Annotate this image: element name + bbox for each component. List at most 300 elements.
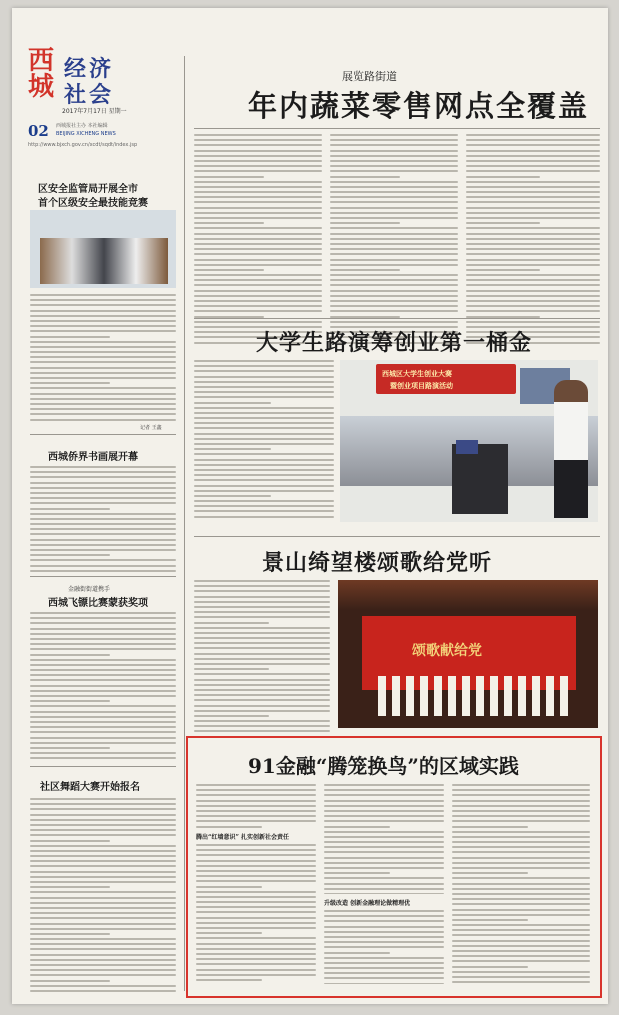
text-line <box>324 883 444 885</box>
finance-body-col1b <box>196 844 316 984</box>
text-line <box>30 679 176 681</box>
top-rule <box>194 128 600 129</box>
flying-kicker: 金融街街道携手 <box>68 586 111 593</box>
startup-podium <box>452 444 508 514</box>
text-line <box>452 940 590 942</box>
text-line <box>330 155 458 157</box>
text-line <box>194 279 322 281</box>
text-line <box>30 487 176 489</box>
text-line <box>194 653 330 655</box>
text-line <box>30 742 176 744</box>
text-line <box>452 851 590 853</box>
text-line <box>324 888 444 890</box>
text-line <box>452 877 590 879</box>
text-line <box>466 259 600 261</box>
text-line <box>194 181 322 183</box>
text-line <box>194 663 330 665</box>
text-line <box>30 855 176 857</box>
text-line <box>196 854 316 856</box>
text-line <box>324 977 444 979</box>
text-line <box>452 888 590 890</box>
text-line <box>196 963 316 965</box>
dance-headline: 社区舞蹈大赛开始报名 <box>40 782 140 793</box>
text-line <box>330 160 458 162</box>
text-line <box>452 966 528 968</box>
text-line <box>30 752 176 754</box>
text-line <box>30 387 176 389</box>
finance-body-col2 <box>324 784 444 894</box>
text-line <box>196 826 262 828</box>
text-line <box>324 962 444 964</box>
text-line <box>30 638 176 640</box>
text-line <box>324 877 444 879</box>
text-line <box>452 831 590 833</box>
text-line <box>194 699 330 701</box>
text-line <box>30 721 176 723</box>
text-line <box>194 730 330 732</box>
text-line <box>196 784 316 786</box>
text-line <box>324 872 390 874</box>
flying-headline: 西城飞镖比赛蒙获奖项 <box>48 598 148 609</box>
text-line <box>194 160 322 162</box>
text-line <box>30 726 176 728</box>
jingshan-photo <box>338 580 598 728</box>
text-line <box>194 139 322 141</box>
text-line <box>466 227 600 229</box>
text-line <box>466 160 600 162</box>
text-line <box>330 253 458 255</box>
text-line <box>30 356 176 358</box>
text-line <box>30 824 176 826</box>
text-line <box>194 217 322 219</box>
text-line <box>30 757 176 759</box>
text-line <box>30 398 176 400</box>
veg-body <box>194 134 322 344</box>
text-line <box>30 476 176 478</box>
text-line <box>194 689 330 691</box>
text-line <box>194 295 322 297</box>
text-line <box>194 658 330 660</box>
safety-byline: 记者 王鑫 <box>140 425 162 431</box>
text-line <box>452 981 590 983</box>
text-line <box>466 181 600 183</box>
text-line <box>194 469 334 471</box>
text-line <box>194 500 334 502</box>
text-line <box>30 320 176 322</box>
finance-headline: 91金融“腾笼换鸟”的区域实践 <box>248 754 519 778</box>
text-line <box>330 222 400 224</box>
text-line <box>30 695 176 697</box>
text-line <box>194 505 334 507</box>
text-line <box>30 803 176 805</box>
masthead <box>28 48 198 158</box>
text-line <box>30 798 176 800</box>
text-line <box>196 820 316 822</box>
text-line <box>194 243 322 245</box>
text-line <box>324 857 444 859</box>
rule-startup-top <box>194 318 600 319</box>
text-line <box>194 305 322 307</box>
text-line <box>196 875 316 877</box>
text-line <box>466 170 600 172</box>
text-line <box>194 647 330 649</box>
safety-body <box>30 294 176 424</box>
text-line <box>30 654 110 656</box>
text-line <box>194 443 334 445</box>
text-line <box>466 295 600 297</box>
text-line <box>324 920 444 922</box>
text-line <box>466 300 600 302</box>
text-line <box>466 243 600 245</box>
text-line <box>30 341 176 343</box>
text-line <box>196 953 316 955</box>
text-line <box>30 980 110 982</box>
text-line <box>194 433 334 435</box>
text-line <box>452 805 590 807</box>
text-line <box>30 891 176 893</box>
text-line <box>330 139 458 141</box>
text-line <box>196 974 316 976</box>
text-line <box>194 365 334 367</box>
text-line <box>30 902 176 904</box>
text-line <box>194 632 330 634</box>
text-line <box>194 459 334 461</box>
text-line <box>330 186 458 188</box>
text-line <box>194 715 269 717</box>
text-line <box>330 144 458 146</box>
text-line <box>194 580 330 582</box>
text-line <box>196 922 316 924</box>
text-line <box>466 310 600 312</box>
text-line <box>30 336 110 338</box>
text-line <box>194 227 322 229</box>
text-line <box>194 474 334 476</box>
text-line <box>324 810 444 812</box>
text-line <box>194 176 264 178</box>
text-line <box>30 886 110 888</box>
text-line <box>324 936 444 938</box>
text-line <box>30 351 176 353</box>
text-line <box>196 865 316 867</box>
text-line <box>30 403 176 405</box>
text-line <box>452 903 590 905</box>
text-line <box>324 893 444 894</box>
text-line <box>452 914 590 916</box>
text-line <box>30 674 176 676</box>
text-line <box>324 983 444 984</box>
text-line <box>330 217 458 219</box>
text-line <box>194 264 322 266</box>
text-line <box>466 207 600 209</box>
text-line <box>330 165 458 167</box>
text-line <box>30 559 176 561</box>
text-line <box>194 391 334 393</box>
text-line <box>30 969 176 971</box>
text-line <box>30 346 176 348</box>
text-line <box>324 910 444 912</box>
text-line <box>194 144 322 146</box>
text-line <box>194 381 334 383</box>
text-line <box>330 170 458 172</box>
text-line <box>466 222 540 224</box>
text-line <box>452 898 590 900</box>
text-line <box>194 725 330 727</box>
text-line <box>196 932 262 934</box>
text-line <box>30 565 176 567</box>
text-line <box>466 217 600 219</box>
text-line <box>194 464 334 466</box>
text-line <box>452 909 590 911</box>
text-line <box>194 448 271 450</box>
text-line <box>30 419 176 421</box>
jingshan-stage-text: 颂歌献给党 <box>412 643 482 659</box>
text-line <box>30 907 176 909</box>
text-line <box>194 516 334 518</box>
text-line <box>30 330 176 332</box>
text-line <box>196 969 316 971</box>
text-line <box>330 191 458 193</box>
text-line <box>194 606 330 608</box>
rule-left-1 <box>30 434 176 435</box>
text-line <box>194 165 322 167</box>
text-line <box>194 684 330 686</box>
text-line <box>330 201 458 203</box>
text-line <box>194 627 330 629</box>
text-line <box>194 170 322 172</box>
text-line <box>452 810 590 812</box>
text-line <box>30 367 176 369</box>
text-line <box>330 243 458 245</box>
text-line <box>330 321 458 323</box>
masthead-url: http://www.bjxch.gov.cn/xcdt/sqdt/index.jsp <box>28 142 138 148</box>
text-line <box>30 808 176 810</box>
text-line <box>324 815 444 817</box>
text-line <box>30 513 176 515</box>
text-line <box>330 212 458 214</box>
startup-headline: 大学生路演筹创业第一桶金 <box>256 330 533 356</box>
text-line <box>324 926 444 928</box>
startup-photo <box>340 360 598 522</box>
text-line <box>330 269 400 271</box>
text-line <box>30 876 176 878</box>
text-line <box>196 815 316 817</box>
text-line <box>194 407 334 409</box>
text-line <box>30 518 176 520</box>
text-line <box>30 731 176 733</box>
text-line <box>30 814 176 816</box>
text-line <box>324 946 444 948</box>
text-line <box>466 150 600 152</box>
text-line <box>30 648 176 650</box>
veg-kicker: 展览路街道 <box>342 70 397 83</box>
text-line <box>194 155 322 157</box>
masthead-page-number: 02 <box>28 122 49 140</box>
safety-headline-line1: 区安全监管局开展全市 <box>38 184 138 195</box>
text-line <box>452 960 590 962</box>
text-line <box>466 186 600 188</box>
text-line <box>194 238 322 240</box>
text-line <box>452 836 590 838</box>
text-line <box>196 849 316 851</box>
text-line <box>196 794 316 796</box>
text-line <box>196 943 316 945</box>
text-line <box>196 870 316 872</box>
text-line <box>194 186 322 188</box>
text-line <box>194 510 334 512</box>
text-line <box>452 867 590 869</box>
text-line <box>30 315 176 317</box>
jingshan-performers <box>378 676 568 716</box>
text-line <box>324 851 444 853</box>
text-line <box>30 544 176 546</box>
text-line <box>324 972 444 974</box>
text-line <box>466 233 600 235</box>
text-line <box>196 911 316 913</box>
text-line <box>30 990 176 992</box>
text-line <box>194 233 322 235</box>
text-line <box>30 948 176 950</box>
text-line <box>30 700 110 702</box>
text-line <box>452 846 590 848</box>
masthead-logo-shehui: 社会 <box>64 82 115 108</box>
text-line <box>194 720 330 722</box>
text-line <box>194 300 322 302</box>
text-line <box>452 872 528 874</box>
text-line <box>324 952 390 954</box>
text-line <box>30 549 176 551</box>
text-line <box>194 269 264 271</box>
text-line <box>194 710 330 712</box>
safety-headline-line2: 首个区级安全最技能竞赛 <box>38 198 148 209</box>
text-line <box>452 924 590 926</box>
text-line <box>330 207 458 209</box>
text-line <box>452 789 590 791</box>
text-line <box>194 310 322 312</box>
text-line <box>196 886 262 888</box>
text-line <box>30 628 176 630</box>
text-line <box>194 222 264 224</box>
text-line <box>452 862 590 864</box>
text-line <box>30 881 176 883</box>
text-line <box>30 466 176 468</box>
jingshan-headline: 景山绮望楼颂歌给党听 <box>262 550 493 576</box>
text-line <box>330 264 458 266</box>
text-line <box>466 269 540 271</box>
startup-banner <box>376 364 516 394</box>
text-line <box>194 622 269 624</box>
text-line <box>30 617 176 619</box>
text-line <box>196 810 316 812</box>
text-line <box>194 134 322 136</box>
text-line <box>196 917 316 919</box>
text-line <box>466 274 600 276</box>
text-line <box>330 310 458 312</box>
text-line <box>30 840 110 842</box>
masthead-date: 2017年7月17日 星期一 <box>62 108 127 115</box>
text-line <box>194 370 334 372</box>
text-line <box>196 789 316 791</box>
text-line <box>194 485 334 487</box>
text-line <box>330 181 458 183</box>
text-line <box>466 253 600 255</box>
text-line <box>466 248 600 250</box>
text-line <box>30 917 176 919</box>
text-line <box>30 834 176 836</box>
text-line <box>452 919 528 921</box>
rule-left-3 <box>30 766 176 767</box>
text-line <box>30 690 176 692</box>
text-line <box>324 820 444 822</box>
text-line <box>466 144 600 146</box>
text-line <box>194 259 322 261</box>
text-line <box>194 212 322 214</box>
text-line <box>30 829 176 831</box>
text-line <box>194 290 322 292</box>
text-line <box>452 800 590 802</box>
text-line <box>466 176 540 178</box>
text-line <box>30 304 176 306</box>
text-line <box>466 134 600 136</box>
text-line <box>324 967 444 969</box>
text-line <box>194 453 334 455</box>
text-line <box>30 923 176 925</box>
text-line <box>194 396 334 398</box>
text-line <box>30 845 176 847</box>
text-line <box>194 386 334 388</box>
text-line <box>30 928 176 930</box>
text-line <box>194 196 322 198</box>
text-line <box>194 402 271 404</box>
rule-left-2 <box>30 576 176 577</box>
text-line <box>30 508 110 510</box>
text-line <box>30 377 176 379</box>
text-line <box>196 880 316 882</box>
text-line <box>452 841 590 843</box>
text-line <box>324 826 390 828</box>
text-line <box>194 668 269 670</box>
text-line <box>452 857 590 859</box>
text-line <box>466 238 600 240</box>
text-line <box>194 412 334 414</box>
text-line <box>466 305 600 307</box>
text-line <box>452 934 590 936</box>
text-line <box>452 976 590 978</box>
text-line <box>30 954 176 956</box>
text-line <box>330 274 458 276</box>
safety-photo <box>30 210 176 288</box>
text-line <box>194 248 322 250</box>
text-line <box>324 846 444 848</box>
text-line <box>330 279 458 281</box>
text-line <box>196 927 316 929</box>
text-line <box>30 471 176 473</box>
text-line <box>324 957 444 959</box>
text-line <box>324 836 444 838</box>
text-line <box>30 528 176 530</box>
dance-body <box>30 798 176 994</box>
text-line <box>30 413 176 415</box>
text-line <box>30 819 176 821</box>
text-line <box>194 642 330 644</box>
text-line <box>452 784 590 786</box>
text-line <box>30 497 176 499</box>
text-line <box>194 705 330 707</box>
text-line <box>324 841 444 843</box>
text-line <box>30 964 176 966</box>
west-headline: 西城侨界书画展开幕 <box>48 452 138 463</box>
text-line <box>194 601 330 603</box>
text-line <box>30 372 176 374</box>
